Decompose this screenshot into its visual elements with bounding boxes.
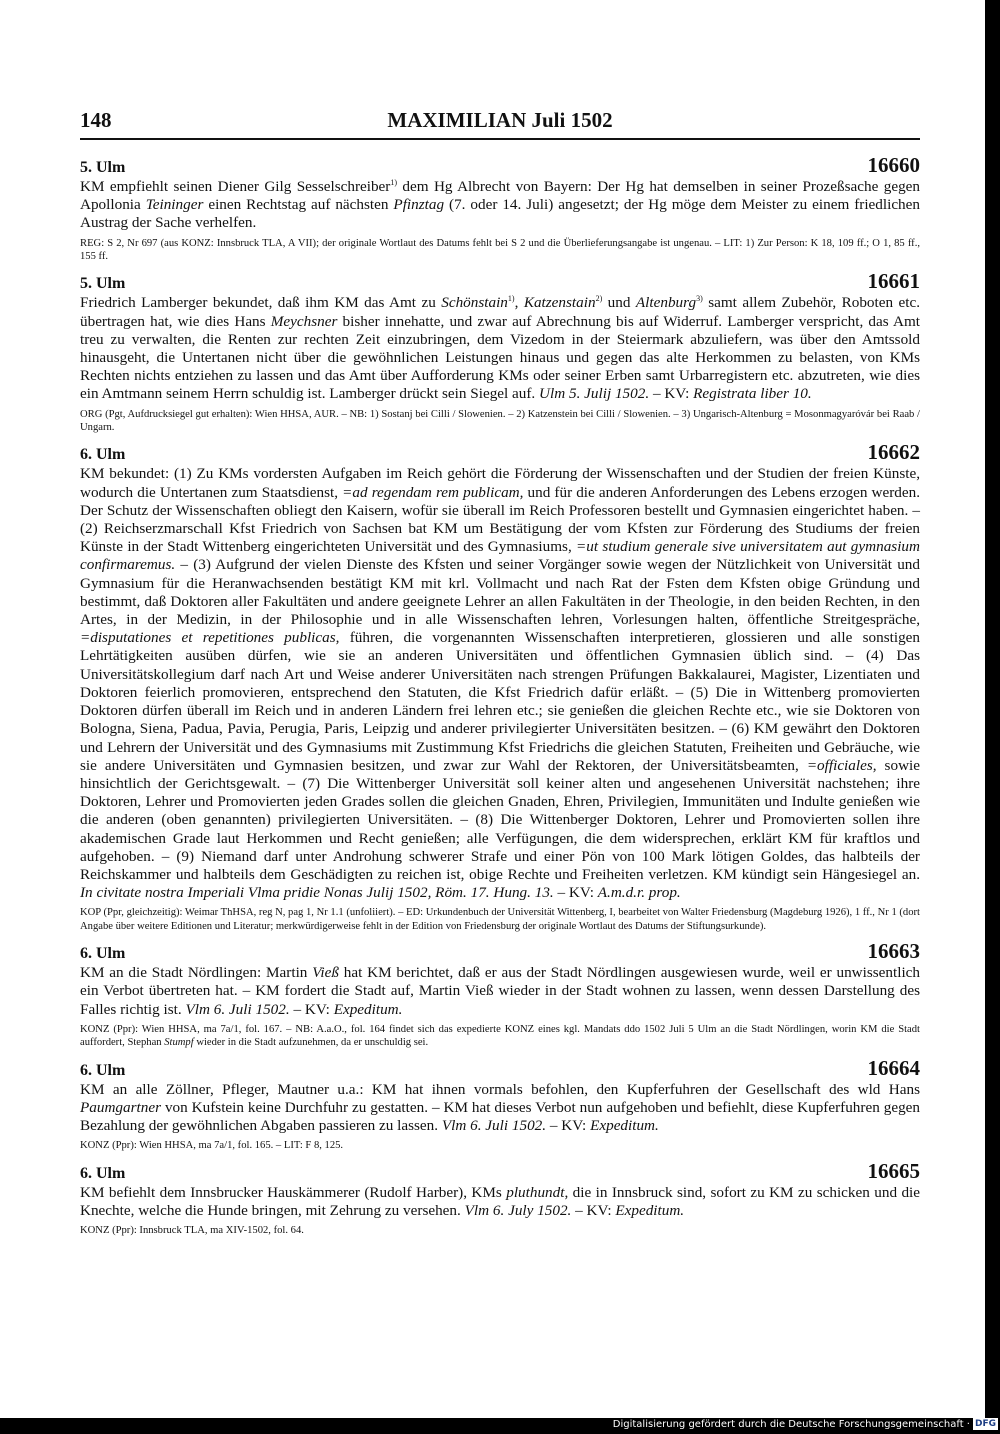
text-run: wieder in die Stadt aufzunehmen, da er unschuldig sei.	[193, 1037, 429, 1049]
italic-dating: Ulm 5. Julij 1502.	[539, 385, 650, 403]
entry-number: 16662	[867, 440, 920, 465]
footnote-ref: 2)	[595, 294, 603, 304]
text-run: (7. oder 14. Juli) angesetzt; der Hg möge dem Meister zu einem friedlichen Austrag der Sache verhelfen.	[80, 196, 920, 232]
entry-16665	[80, 1160, 920, 1238]
text-run: – KV:	[571, 1201, 616, 1219]
page-header	[80, 108, 920, 140]
italic-chancery-note: Expeditum.	[590, 1116, 659, 1134]
text-run: , die in Innsbruck sind, sofort zu KM zu schicken und die Knechte, welche die Hunde bringen, mit Zehrung zu versehen.	[80, 1183, 920, 1219]
entry-heading	[80, 270, 920, 294]
entry-apparatus: KOP (Ppr, gleichzeitig): Weimar ThHSA, reg N, pag 1, Nr 1.1 (unfoliiert). – ED: Urkundenbuch der Universität Wittenberg, I, bearbeitet von Walter Friedensburg (Magdeburg 1926), 1 ff., Nr 1 (dort Angabe über weitere Editionen und Literatur; merkwürdigerweise fehlt in der Edition von Friedensburg der originale Wortlaut des Datums der Stiftungsurkunde).	[80, 907, 920, 932]
dfg-logo: DFG	[974, 1419, 996, 1429]
entry-16662	[80, 441, 920, 933]
text-run: KM bekundet: (1) Zu KMs vordersten Aufgaben im Reich gehört die Förderung der Wissenschaften und der Studien der freien Künste, wodurch die Untertanen zum Staatsdienst,	[80, 465, 920, 501]
entry-apparatus: KONZ (Ppr): Wien HHSA, ma 7a/1, fol. 165. – LIT: F 8, 125.	[80, 1140, 344, 1152]
italic-name: Meychsner	[270, 312, 338, 330]
text-run: KM an alle Zöllner, Pfleger, Mautner u.a.: KM hat ihnen vormals befohlen, den Kupferfuhren der Gesellschaft des wld Hans	[80, 1080, 920, 1098]
entry-text	[80, 1184, 920, 1220]
italic-quote: =ut studium generale sive universitatem aut gymnasium confirmaremus.	[80, 538, 920, 574]
italic-quote: =officiales,	[806, 756, 877, 774]
footnote-ref: 1)	[507, 294, 515, 304]
entry-apparatus: REG: S 2, Nr 697 (aus KONZ: Innsbruck TLA, A VII); der originale Wortlaut des Datums fehlt bei S 2 und die Überlieferungsangabe ist ungenau. – LIT: 1) Zur Person: K 18, 109 ff.; O 1, 85 ff., 155 ff.	[80, 237, 920, 263]
italic-quote: =disputationes et repetitiones publicas,	[80, 629, 340, 647]
entry-text	[80, 964, 920, 1019]
entry-apparatus: KONZ (Ppr): Innsbruck TLA, ma XIV-1502, fol. 64.	[80, 1224, 304, 1236]
digitization-credit	[613, 1418, 998, 1432]
entry-date: 6. Ulm	[80, 945, 126, 963]
italic-dating: Vlm 6. Juli 1502.	[441, 1116, 547, 1134]
entry-date: 5. Ulm	[80, 275, 126, 293]
italic-dating: In civitate nostra Imperiali Vlma pridie Nonas Julij 1502, Röm. 17. Hung. 13.	[80, 884, 554, 902]
footnote-ref: 1)	[390, 177, 398, 187]
page-number: 148	[80, 108, 112, 132]
italic-name: Stumpf	[164, 1037, 194, 1049]
italic-place: Katzenstain	[523, 294, 596, 312]
text-run: KONZ (Ppr): Wien HHSA, ma 7a/1, fol. 167. – NB: A.a.O., fol. 164 findet sich das expedierte KONZ eines kgl. Mandats ddo 1502 Juli 5 Ulm an die Stadt Nördlingen, worin KM die Stadt auffordert, Stephan	[80, 1023, 920, 1049]
italic-name: Vieß	[312, 964, 339, 982]
italic-dating: Vlm 6. July 1502.	[464, 1201, 572, 1219]
entry-heading	[80, 1057, 920, 1081]
text-run: führen, die vorgenannten Wissenschaften interpretieren, glossieren und alle sonstigen Lehrtätigkeiten ausüben dürfen, wie sie an anderen Universitäten und öffentlichen Gymnasien üblich sind. – (4) Das Universitätskollegium darf nach Art und Weise anderer Universitäten nach strengen Prüfungen Bakkalaurei, Magister, Lizentiaten und Doktoren feierlich promovieren, entsprechend den Statuten, die Kfst Friedrich dafür erläßt. – (5) Die in Wittenberg promovierten Doktoren dürfen überall im Reich und in anderen Ländern frei lehren etc.; sie genießen die gleichen Rechte etc., wie sie Doktoren von Bologna, Siena, Padua, Pavia, Perugia, Paris, Leipzig und anderer privilegierter Universitäten besitzen. – (6) KM gewährt den Doktoren und Lehrern der Universität und des Gymnasiums mit Zustimmung Kfst Friedrichs die gleichen Statuten, Freiheiten und Gebräuche, wie sie andere Universitäten und Gymnasien besitzen, und zwar zur Wahl der Rektoren, der Universitätsbeamten,	[80, 629, 920, 774]
entry-number: 16663	[867, 939, 920, 964]
credit-text: Digitalisierung gefördert durch die Deutsche Forschungsgemeinschaft ·	[612, 1419, 970, 1430]
text-run: von Kufstein keine Durchfuhr zu gestatten. – KM hat dieses Verbot nun aufgehoben und befiehlt, diese Kupferfuhren gegen Bezahlung der gewöhnlichen Abgaben passieren zu lassen.	[80, 1098, 920, 1134]
entry-number: 16661	[867, 269, 920, 294]
text-run: einen Rechtstag auf nächsten	[203, 196, 394, 214]
entry-heading	[80, 441, 920, 465]
entry-16663	[80, 940, 920, 1049]
text-run: – KV:	[289, 1000, 334, 1018]
italic-term: pluthundt	[506, 1183, 565, 1201]
footnote-ref: 3)	[696, 294, 703, 304]
text-run: – KV:	[546, 1116, 591, 1134]
italic-name: Teininger	[145, 196, 204, 214]
entry-16661	[80, 270, 920, 434]
entry-heading	[80, 154, 920, 178]
entry-text	[80, 465, 920, 902]
entry-date: 5. Ulm	[80, 159, 126, 176]
text-run: KM an die Stadt Nördlingen: Martin	[80, 964, 313, 982]
italic-chancery-note: Expeditum.	[333, 1000, 403, 1018]
text-run: – KV:	[553, 884, 598, 902]
italic-chancery-note: Expeditum.	[615, 1201, 685, 1219]
entry-text	[80, 294, 920, 403]
italic-term: Pfinztag	[393, 196, 445, 214]
text-run: hat KM berichtet, daß er aus der Stadt Nördlingen ausgewiesen wurde, weil er unwissentlich ein Verbot übertreten hat. – KM fordert die Stadt auf, Martin Vieß wieder in der Stadt wohnen zu lassen, wenn dessen Darstellung des Falles richtig ist.	[80, 964, 921, 1018]
italic-dating: Vlm 6. Juli 1502.	[185, 1000, 290, 1018]
entry-date: 6. Ulm	[80, 1164, 126, 1182]
italic-chancery-note: Registrata liber 10.	[693, 385, 812, 403]
entry-number: 16664	[867, 1055, 920, 1080]
text-run: bisher innehatte, und zwar auf Abrechnung bis auf Widerruf. Lamberger verspricht, das Amt treu zu verwalten, die Renten zur rechten Zeit einzubringen, dem Vizedom in der Steiermark abzuliefern, was über den Amtssold hinausgeht, die Untertanen nicht über die gewöhnlichen Leistungen hinaus und gegen das alte Herkommen zu belasten, von KMs Rechten nichts entziehen zu lassen und das Amt über Aufforderung KMs oder seiner Erben samt Urbarregistern etc. abzutreten, wie dies ein Amtmann seinem Herrn schuldig ist. Lamberger drückt sein Siegel auf.	[80, 312, 920, 403]
italic-quote: =ad regendam rem publicam,	[342, 483, 524, 501]
text-run: ,	[514, 294, 524, 312]
entry-heading	[80, 1160, 920, 1184]
entry-16660	[80, 154, 920, 263]
running-title: MAXIMILIAN Juli 1502	[387, 108, 613, 132]
document-body	[80, 154, 920, 1244]
entry-heading	[80, 940, 920, 964]
text-run: und für die anderen Anforderungen des Lebens erzogen werden. Der Schutz der Wissenschaften obliegt den Kaisern, wofür sie überall im Reich Professoren bestellt und Gymnasien eingerichtet haben. – (2) Reichserzmarschall Kfst Friedrich von Sachsen bat KM um Bestätigung der vom Kfsten zur Förderung des Studiums der freien Künste in der Stadt Wittenberg eingerichteten Universität und des Gymnasiums,	[80, 483, 921, 556]
text-run: – KV:	[649, 385, 694, 403]
italic-place: Altenburg	[635, 294, 697, 312]
text-run: sowie hinsichtlich der Gerichtsgewalt. – (7) Die Wittenberger Universität soll keiner alten und angesehenen Universität nachstehen; ihre Doktoren, Lehrer und Promovierten jeden Grades sollen die gleichen Gnaden, Ehren, Privilegien, Immunitäten und Indulte genießen wie die anderen (oben genannten) privilegierten Universitäten. – (8) Die Wittenberger Doktoren, Lehrer und Promovierten sollen ihre akademischen Grade laut Herkommen und Recht genießen; alle Verfügungen, die dem widersprechen, erklärt KM für kraftlos und aufgehoben. – (9) Niemand darf unter Androhung schwerer Strafe und einer Pön von 100 Mark lötigen Goldes, das halbteils der Reichskammer und halbteils dem Geschädigten zu reichen ist, obige Rechte und Freiheiten verletzen. KM kündigt sein Hängesiegel an.	[80, 756, 920, 883]
text-run: Friedrich Lamberger bekundet, daß ihm KM das Amt zu	[80, 294, 442, 312]
text-run: dem Hg Albrecht von Bayern: Der Hg hat demselben in seiner Prozeßsache gegen Apollonia	[80, 178, 920, 214]
text-run: und	[602, 294, 636, 312]
entry-text	[80, 1081, 920, 1136]
entry-16664	[80, 1057, 920, 1153]
text-run: – (3) Aufgrund der vielen Dienste des Kfsten und seiner Vorgänger sowie wegen der Nützlichkeit von Universität und Gymnasium für die Heranwachsenden bestätigt KM mit krl. Vollmacht und nach Rat der Fsten dem Kfsten obige Gründung und bestimmt, daß Doktoren aller Fakultäten und andere geeignete Lehrer an allen Fakultäten in der Theologie, in den beiden Rechten, in den Artes, in der Medizin, in der Philosophie und in alle Wissenschaften lehren, Vorlesungen halten, öffentliche Streitgespräche,	[80, 556, 920, 629]
italic-place: Schönstain	[441, 294, 508, 312]
italic-chancery-note: A.m.d.r. prop.	[597, 884, 681, 902]
entry-apparatus: ORG (Pgt, Aufdrucksiegel gut erhalten): Wien HHSA, AUR. – NB: 1) Sostanj bei Cilli / Slowenien. – 2) Katzenstein bei Cilli / Slowenien. – 3) Ungarisch-Altenburg = Mosonmagyaróvár bei Raab / Ungarn.	[80, 408, 920, 434]
text-run: samt allem Zubehör, Roboten etc. übertragen hat, wie dies Hans	[80, 294, 921, 330]
italic-name: Paumgartner	[80, 1098, 161, 1116]
text-run: KM empfiehlt seinen Diener Gilg Sesselschreiber	[80, 178, 391, 195]
entry-apparatus	[80, 1023, 920, 1050]
entry-number: 16660	[867, 153, 920, 177]
entry-date: 6. Ulm	[80, 446, 126, 464]
text-run: KM befiehlt dem Innsbrucker Hauskämmerer (Rudolf Harber), KMs	[80, 1183, 507, 1201]
entry-number: 16665	[867, 1158, 920, 1183]
entry-text	[80, 178, 920, 233]
entry-date: 6. Ulm	[80, 1061, 126, 1079]
